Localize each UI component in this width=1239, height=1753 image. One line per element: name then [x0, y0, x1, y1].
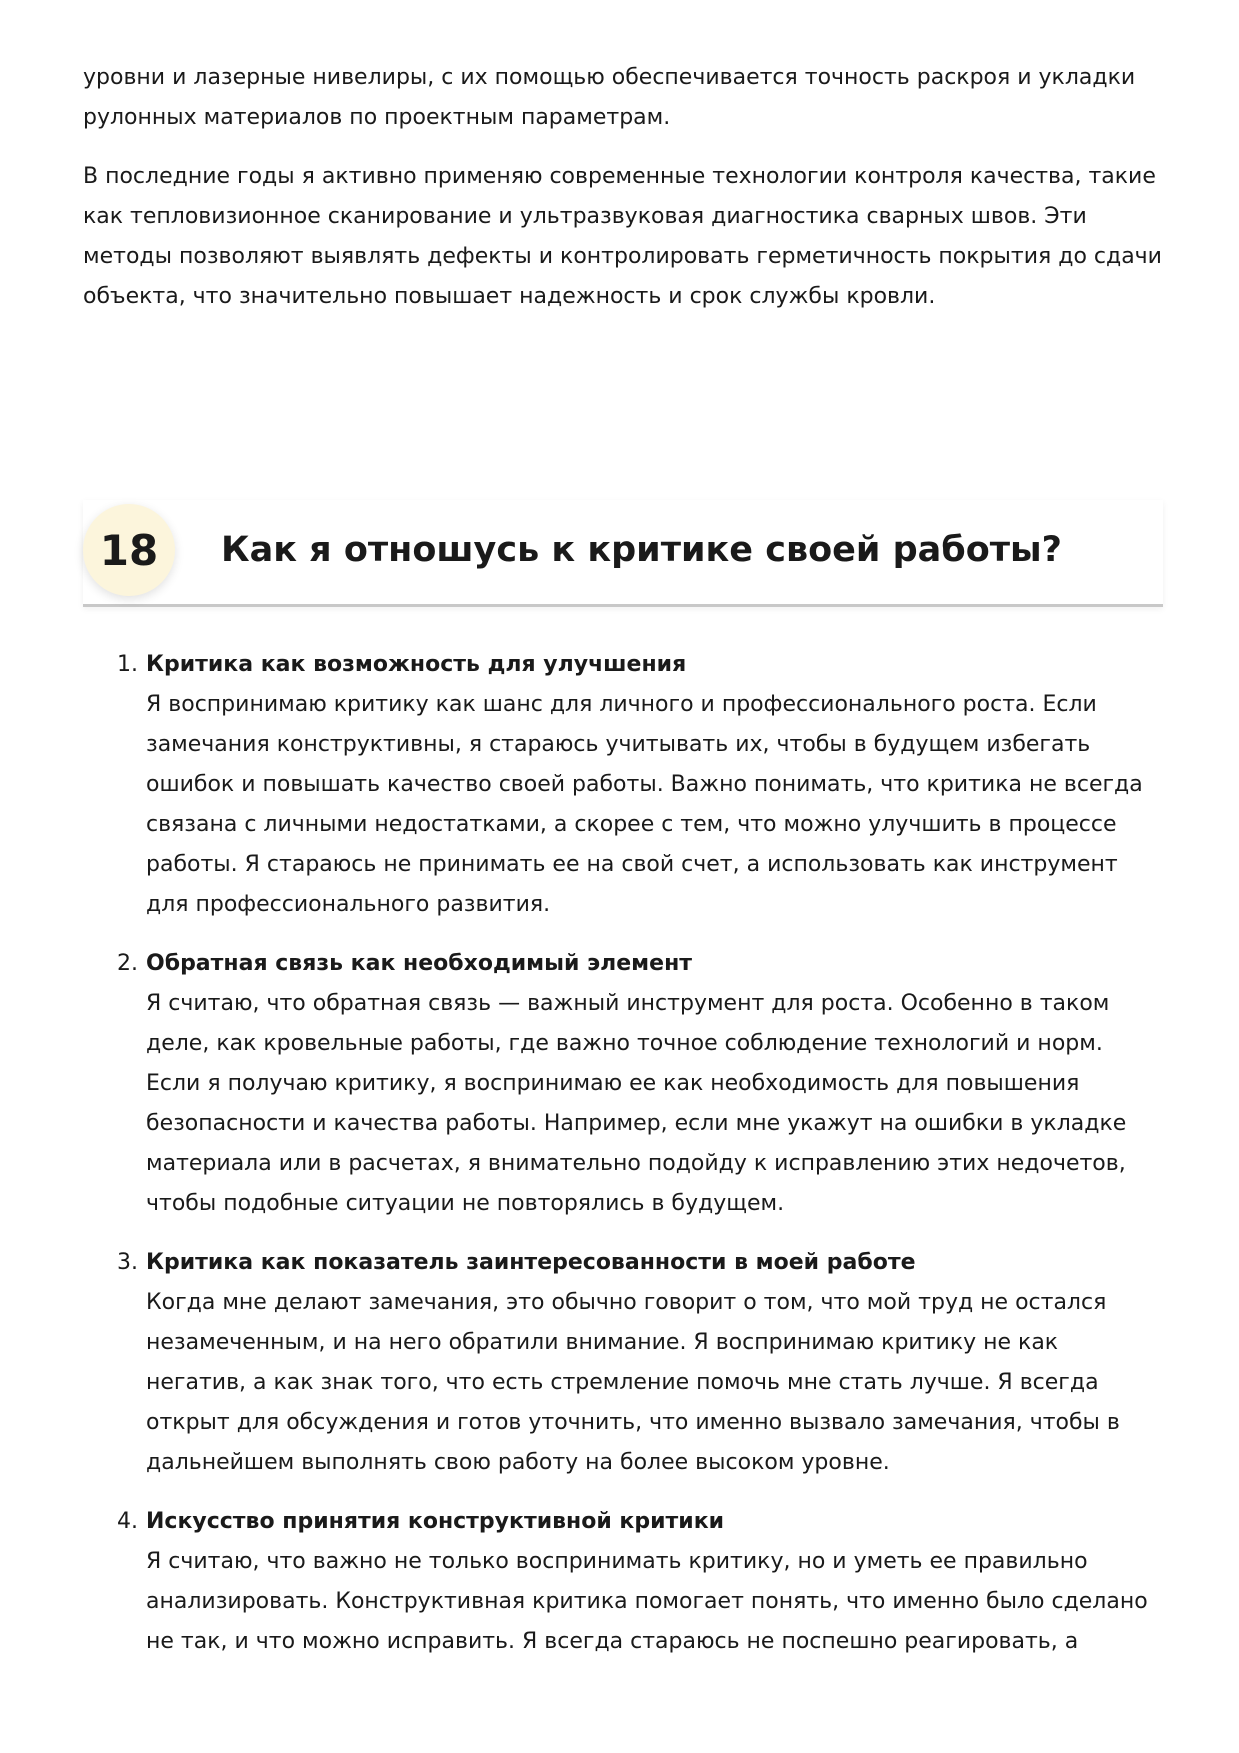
list-item-text: Я считаю, что обратная связь — важный инструмент для роста. Особенно в таком деле, как кровельные работы, где важно точное соблюдение технологий и норм. Если я получаю критику, я воспринимаю ее как необходимость для повышения безопасности и качества работы. Например, если мне укажут на ошибки в укладке материала или в расчетах, я внимательно подойду к исправлению этих недочетов, чтобы подобные ситуации не повторялись в будущем. [146, 991, 1127, 1216]
list-item-title: Искусство принятия конструктивной критики [146, 1509, 725, 1534]
list-item [83, 645, 1163, 925]
list-item [83, 1243, 1163, 1483]
list-item-number: 2. [117, 951, 138, 976]
section-title: Как я отношусь к критике своей работы? [221, 530, 1062, 570]
list-item-text: Я считаю, что важно не только воспринимать критику, но и уметь ее правильно анализировать. Конструктивная критика помогает понять, что именно было сделано не так, и что можно исправить. Я всегда стараюсь не поспешно реагировать, а [146, 1549, 1148, 1654]
list-item [83, 1502, 1163, 1662]
section-number-badge: 18 [83, 504, 175, 596]
list-item-number: 4. [117, 1509, 138, 1534]
list-item [83, 944, 1163, 1224]
list-item-text: Когда мне делают замечания, это обычно говорит о том, что мой труд не остался незамеченным, и на него обратили внимание. Я воспринимаю критику не как негатив, а как знак того, что есть стремление помочь мне стать лучше. Я всегда открыт для обсуждения и готов уточнить, что именно вызвало замечания, чтобы в дальнейшем выполнять свою работу на более высоком уровне. [146, 1290, 1120, 1475]
list-item-title: Критика как возможность для улучшения [146, 652, 687, 677]
list-item-title: Обратная связь как необходимый элемент [146, 951, 693, 976]
intro-paragraph-2: В последние годы я активно применяю современные технологии контроля качества, такие как тепловизионное сканирование и ультразвуковая диагностика сварных швов. Эти методы позволяют выявлять дефекты и контролировать герметичность покрытия до сдачи объекта, что значительно повышает надежность и срок службы кровли. [83, 164, 1162, 309]
list-item-text: Я воспринимаю критику как шанс для личного и профессионального роста. Если замечания конструктивны, я стараюсь учитывать их, чтобы в будущем избегать ошибок и повышать качество своей работы. Важно понимать, что критика не всегда связана с личными недостатками, а скорее с тем, что можно улучшить в процессе работы. Я стараюсь не принимать ее на свой счет, а использовать как инструмент для профессионального развития. [146, 692, 1143, 917]
section-header [83, 500, 1163, 607]
list-item-number: 3. [117, 1250, 138, 1275]
list-item-number: 1. [117, 652, 138, 677]
list-item-title: Критика как показатель заинтересованности в моей работе [146, 1250, 916, 1275]
intro-paragraph-1: уровни и лазерные нивелиры, с их помощью обеспечивается точность раскроя и укладки рулонных материалов по проектным параметрам. [83, 65, 1136, 130]
critique-list [83, 645, 1163, 1681]
intro-text [83, 58, 1163, 336]
